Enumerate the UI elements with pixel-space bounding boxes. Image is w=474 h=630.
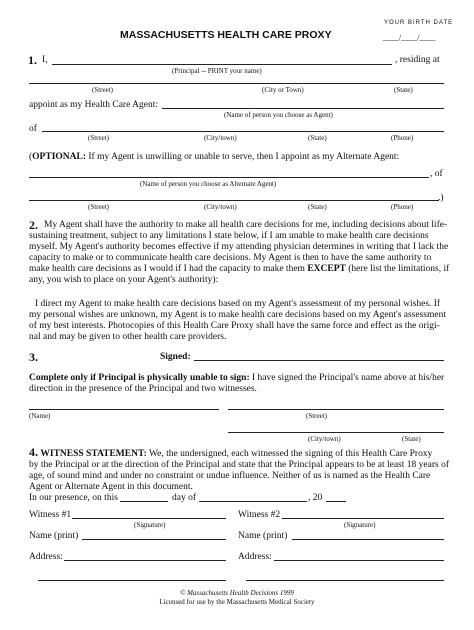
witness-line-4: Agent or Alternate Agent in this document. bbox=[29, 482, 193, 492]
section-3-number: 3. bbox=[29, 350, 38, 364]
city-caption: (City or Town) bbox=[262, 86, 304, 94]
alt-city-caption: (City/town) bbox=[204, 203, 237, 211]
complete-line-1: Complete only if Principal is physically unable to sign: I have signed the Principal's name above at his/her bbox=[29, 373, 445, 383]
alt-state-caption: (State) bbox=[308, 203, 327, 211]
agent-street-caption: (Street) bbox=[88, 134, 109, 142]
agent-name-caption: (Name of person you choose as Agent) bbox=[224, 111, 333, 119]
signer-city-field[interactable] bbox=[228, 432, 444, 433]
signer-name-field[interactable] bbox=[29, 409, 219, 410]
witness-1-name-label: Name (print) bbox=[29, 531, 79, 541]
witness-1-signature-field[interactable] bbox=[72, 518, 226, 519]
witness-line-1: 4. WITNESS STATEMENT: We, the undersigned, each witnessed the signing of this Health Care Proxy bbox=[29, 445, 433, 459]
month-field[interactable] bbox=[199, 501, 307, 502]
complete-line-2: direction in the presence of the Principal and two witnesses. bbox=[29, 384, 257, 394]
of-label: of bbox=[29, 124, 37, 134]
birth-date-field[interactable]: ____/____/____ bbox=[383, 33, 436, 42]
birth-date-label: YOUR BIRTH DATE bbox=[384, 20, 454, 26]
direct-line-2: my personal wishes are unknown, my Agent is to make health care decisions based on my Agent's assessment bbox=[29, 310, 446, 320]
agent-phone-caption: (Phone) bbox=[391, 134, 414, 142]
signer-state-caption: (State) bbox=[402, 435, 421, 443]
witness-1-address-label: Address: bbox=[29, 552, 63, 562]
alternate-agent-name-field[interactable] bbox=[29, 177, 429, 178]
witness-1-name-field[interactable] bbox=[82, 539, 226, 540]
agent-city-caption: (City/town) bbox=[204, 134, 237, 142]
signer-name-caption: (Name) bbox=[29, 412, 51, 420]
presence-label: In our presence, on this bbox=[29, 493, 118, 503]
footer-copyright: © Massachusetts Health Decisions 1999 bbox=[180, 589, 294, 597]
residing-at-label: , residing at bbox=[395, 55, 440, 65]
of-label-2: , of bbox=[430, 169, 443, 179]
witness-2-signature-caption: (Signature) bbox=[344, 521, 376, 529]
direct-line-3: of my best interests. Photocopies of this Health Care Proxy shall have the same force and effect as the origi- bbox=[29, 321, 440, 331]
year-field[interactable] bbox=[326, 501, 346, 502]
sec2-line-2: sustaining treatment, subject to any limitations I state below, if I am unable to make health care decisions bbox=[29, 231, 429, 241]
agent-address-field[interactable] bbox=[42, 131, 444, 132]
witness-2-label: Witness #2 bbox=[238, 510, 281, 520]
appoint-agent-label: appoint as my Health Care Agent: bbox=[29, 100, 159, 110]
street-caption: (Street) bbox=[92, 86, 113, 94]
day-field[interactable] bbox=[120, 501, 168, 502]
day-of-label: day of bbox=[172, 493, 197, 503]
witness-2-name-label: Name (print) bbox=[238, 531, 288, 541]
optional-sentence: (OPTIONAL: If my Agent is unwilling or unable to serve, then I appoint as my Alternate Agent: bbox=[29, 152, 400, 162]
form-title: MASSACHUSETTS HEALTH CARE PROXY bbox=[120, 29, 332, 41]
sec2-line-3: myself. My Agent's authority becomes effective if my attending physician determines in writing that I lack the bbox=[29, 242, 449, 252]
witness-1-address-field-2[interactable] bbox=[38, 580, 226, 581]
witness-2-address-field[interactable] bbox=[274, 560, 444, 561]
witness-line-3: age, of sound mind and under no constraint or undue influence. Neither of us is named as the Health Care bbox=[29, 471, 431, 481]
agent-state-caption: (State) bbox=[308, 134, 327, 142]
principal-signature-field[interactable] bbox=[194, 360, 444, 361]
section-2-number: 2. bbox=[29, 218, 38, 232]
state-caption: (State) bbox=[394, 86, 413, 94]
sec2-line-1: My Agent shall have the authority to make all health care decisions for me, including decisions about life- bbox=[44, 220, 448, 230]
witness-line-2: by the Principal or at the direction of the Principal and state that the Principal appears to be at least 18 years of bbox=[29, 460, 449, 470]
principal-address-field[interactable] bbox=[29, 83, 444, 84]
signed-label: Signed: bbox=[160, 352, 191, 362]
section-1-number: 1. bbox=[28, 53, 37, 67]
i-label: I, bbox=[42, 55, 48, 65]
principal-name-caption: (Principal -- PRINT your name) bbox=[172, 67, 262, 75]
witness-1-address-field[interactable] bbox=[64, 560, 226, 561]
direct-line-1: I direct my Agent to make health care decisions based on my Agent's assessment of my personal wishes. If bbox=[35, 299, 441, 309]
sec2-line-5: make health care decisions as I would if I had the capacity to make them EXCEPT (here list the limitations, if bbox=[29, 264, 450, 274]
close-paren: .) bbox=[438, 193, 444, 203]
witness-1-signature-caption: (Signature) bbox=[134, 521, 166, 529]
alternate-address-field[interactable] bbox=[29, 200, 439, 201]
witness-2-name-field[interactable] bbox=[292, 539, 444, 540]
sec2-line-4: capacity to make or to communicate health care decisions. My Agent is then to have the same authority to bbox=[29, 253, 432, 263]
alt-phone-caption: (Phone) bbox=[391, 203, 414, 211]
direct-line-4: nal and may be given to other health care providers. bbox=[29, 332, 227, 342]
footer-license: Licensed for use by the Massachusetts Medical Society bbox=[159, 598, 315, 606]
year-label: , 20 bbox=[308, 493, 323, 503]
witness-2-signature-field[interactable] bbox=[282, 518, 444, 519]
principal-name-field[interactable] bbox=[52, 64, 392, 65]
alt-street-caption: (Street) bbox=[88, 203, 109, 211]
witness-2-address-field-2[interactable] bbox=[246, 580, 444, 581]
witness-2-address-label: Address: bbox=[238, 552, 272, 562]
witness-1-label: Witness #1 bbox=[29, 510, 72, 520]
sec2-line-6: any, you wish to place on your Agent's authority): bbox=[29, 275, 219, 285]
signer-street-field[interactable] bbox=[228, 409, 444, 410]
alternate-agent-caption: (Name of person you choose as Alternate Agent) bbox=[140, 180, 277, 188]
signer-city-caption: (City/town) bbox=[308, 435, 341, 443]
signer-street-caption: (Street) bbox=[306, 412, 327, 420]
agent-name-field[interactable] bbox=[162, 108, 444, 109]
